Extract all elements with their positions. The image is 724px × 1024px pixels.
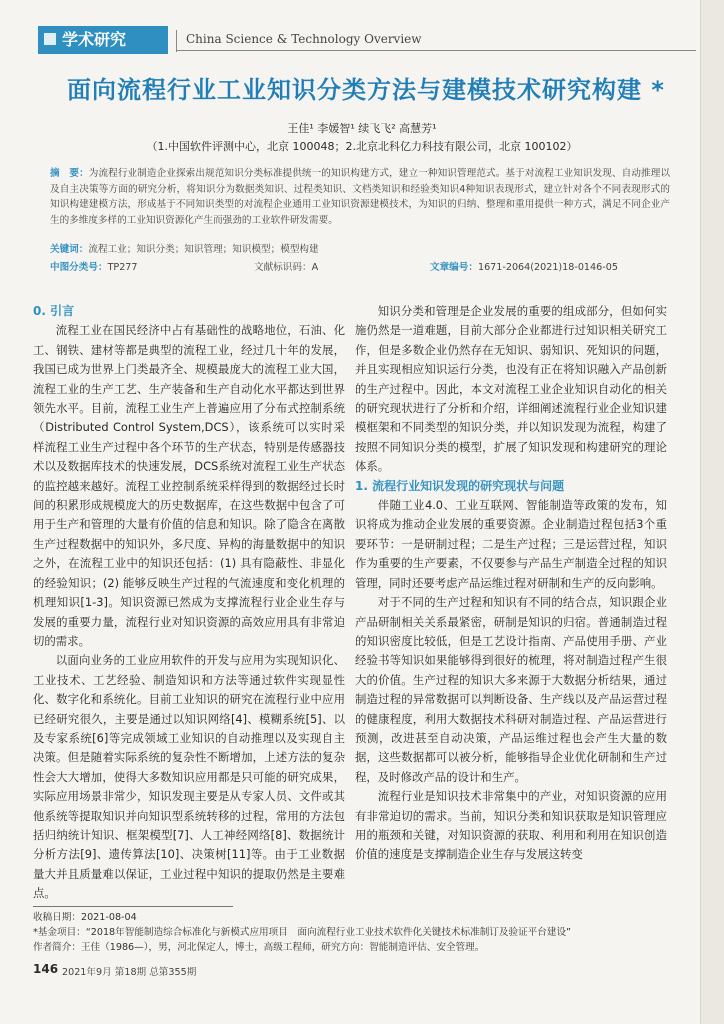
header-divider-vertical — [176, 30, 177, 52]
author-list: 王佳¹ 李媛智¹ 续飞飞² 高慧芳¹ — [287, 122, 437, 135]
section-heading-1: 1. 流程行业知识发现的研究现状与问题 — [355, 478, 565, 493]
affiliation: （1.中国软件评测中心，北京 100048；2.北京北科亿力科技有限公司，北京 100102） — [146, 140, 578, 153]
abstract-text: 为流程行业制造企业探索出规范知识分类标准提供统一的知识构建方式，建立一种知识管理范式。基于对流程工业知识发现、自动推理以及自主决策等方面的研究分析，将知识分为数据类知识、过程类知识、文档类知识和经验类知识4种知识表现形式，建立针对各个不同表现形式的知识构建建模方法，形成基于不同知识类型的对流程企业通用工业知识资源建模技术，为知识的归纳、整理和重用提供一种方式，满足不同企业产生的多维度多样的工业知识资源化产生而强劲的工业软件研发需要。 — [50, 168, 671, 226]
section-banner — [38, 26, 168, 54]
right-column — [355, 302, 667, 865]
paragraph: 知识分类和管理是企业发展的重要的组成部分，但如何实施仍然是一道难题，目前大部分企业都进行过知识相关研究工作，但是多数企业仍然存在无知识、弱知识、死知识的问题，并且实现相应知识运行分类，也没有正在将知识融入产品创新的生产过程中。因此，本文对流程工业企业知识自动化的相关的研究现状进行了分析和介绍，详细阐述流程行业企业知识建模框架和不同类型的知识分类，并以知识发现为流程，构建了按照不同知识分类的模型，扩展了知识发现和构建研究的理论体系。 — [355, 304, 667, 474]
received-date: 收稿日期：2021-08-04 — [33, 912, 137, 923]
keywords — [50, 241, 670, 255]
header-rule — [176, 50, 696, 51]
journal-issue: 2021年9月 第18期 总第355期 — [62, 967, 197, 978]
section-label: 学术研究 — [62, 30, 127, 49]
classification-row — [50, 259, 670, 273]
paragraph: 对于不同的生产过程和知识有不同的结合点，知识跟企业产品研制相关关系最紧密，研制是知识的归宿。普通制造过程的知识密度比较低，但是工艺设计指南、产品使用手册、产业经验书等知识如果能够得到很好的梳理，将对制造过程产生很大的价值。生产过程的知识大多来源于大数据分析结果，通过制造过程的异常数据可以判断设备、生产线以及产品运营过程的健康程度，利用大数据技术科研对制造过程、产品运营进行预测，改进甚至自动决策，产品运维过程也会产生大量的数据，这些数据都可以被分析，能够指导企业优化研制和生产过程，及时修改产品的设计和生产。 — [355, 595, 667, 784]
abstract-label: 摘 要： — [50, 168, 89, 179]
clc-number — [50, 259, 138, 273]
banner-square-icon — [44, 33, 56, 45]
abstract — [50, 166, 670, 228]
article-number — [430, 259, 618, 273]
clc-label: 中图分类号： — [50, 262, 108, 273]
adjacent-page-edge — [700, 0, 724, 1024]
section-heading-intro: 0. 引言 — [33, 304, 75, 318]
footnotes — [33, 910, 693, 955]
left-column — [33, 302, 345, 904]
paragraph: 流程行业是知识技术非常集中的产业，对知识资源的应用有非常迫切的需求。当前，知识分类和知识获取是知识管理应用的瓶颈和关键，对知识资源的获取、利用和利用在知识创造价值的速度是支撑制造企业生存与发展这转变 — [355, 789, 667, 862]
keywords-label: 关键词： — [50, 244, 89, 255]
paragraph: 伴随工业4.0、工业互联网、智能制造等政策的发布，知识将成为推动企业发展的重要资源。企业制造过程包括3个重要环节：一是研制过程；二是生产过程；三是运营过程，知识作为重要的生产要素，不仅要参与产品生产制造全过程的知识管理，同时还要考虑产品运维过程对研制和生产的反向影响。 — [355, 498, 667, 590]
paragraph: 流程工业在国民经济中占有基础性的战略地位，石油、化工、钢铁、建材等都是典型的流程工业，经过几十年的发展，我国已成为世界上门类最齐全、规模最庞大的流程工业大国，流程工业的生产工艺、生产装备和生产自动化水平都达到世界领先水平。目前，流程工业生产上普遍应用了分布式控制系统（Distributed Control System,DCS），该系统可以实时采样流程工业生产过程中各个环节的生产状态，特别是传感器技术以及数据库技术的快速发展，DCS系统对流程工业生产状态的监控越来越好。流程工业控制系统采样得到的数据经过长时间的积累形成规模庞大的历史数据库，在这些数据中包含了可用于生产和管理的大量有价值的信息和知识。除了隐含在离散生产过程数据中的知识外，多尺度、异构的海量数据中的知识之外，在流程工业中的知识还包括：(1) 具有隐蔽性、非显化的经验知识；(2) 能够反映生产过程的气流速度和变化机理的机理知识[1-3]。知识资源已然成为支撑流程行业企业生存与发展的重要力量，流程行业对知识资源的高效应用具有非常迫切的需求。 — [33, 323, 345, 648]
clc-value: TP277 — [107, 262, 138, 273]
doc-value: A — [311, 262, 319, 273]
footnote-rule — [33, 906, 233, 907]
author-bio: 作者简介：王佳（1986—），男，河北保定人，博士，高级工程师，研究方向：智能制造评估、安全管理。 — [33, 942, 485, 953]
article-value: 1671-2064(2021)18-0146-05 — [477, 262, 618, 273]
journal-name-en: China Science & Technology Overview — [186, 32, 422, 46]
doc-code — [254, 259, 318, 273]
fund-note: *基金项目：“2018年智能制造综合标准化与新模式应用项目 面向流程行业工业技术软件化关键技术标准制订及验证平台建设” — [33, 927, 572, 938]
keywords-text: 流程工业；知识分类；知识管理；知识模型；模型构建 — [88, 244, 319, 255]
page-number: 146 — [33, 962, 59, 976]
paper-title: 面向流程行业工业知识分类方法与建模技术研究构建 * — [67, 76, 665, 104]
article-label: 文章编号： — [430, 262, 478, 273]
paragraph: 以面向业务的工业应用软件的开发与应用为实现知识化、工业技术、工艺经验、制造知识和方法等通过软件实现显性化、数字化和系统化。目前工业知识的研究在流程行业中应用已经研究很久，主要是通过以知识网络[4]、模糊系统[5]、以及专家系统[6]等完成领域工业知识的自动推理以及实现自主决策。但是随着实际系统的复杂性不断增加，上述方法的复杂性会大大增加，使得大多数知识应用都是只可能的研究成果，实际应用场景非常少，知识发现主要是从专家人员、文件或其他系统等提取知识并向知识型系统转移的过程，常用的方法包括归纳统计知识、框架模型[7]、人工神经网络[8]、数据统计分析方法[9]、遗传算法[10]、决策树[11]等。由于工业数据量大并且质量难以保证，工业过程中知识的提取仍然是主要难点。 — [33, 653, 345, 901]
doc-label: 文献标识码： — [254, 262, 312, 273]
